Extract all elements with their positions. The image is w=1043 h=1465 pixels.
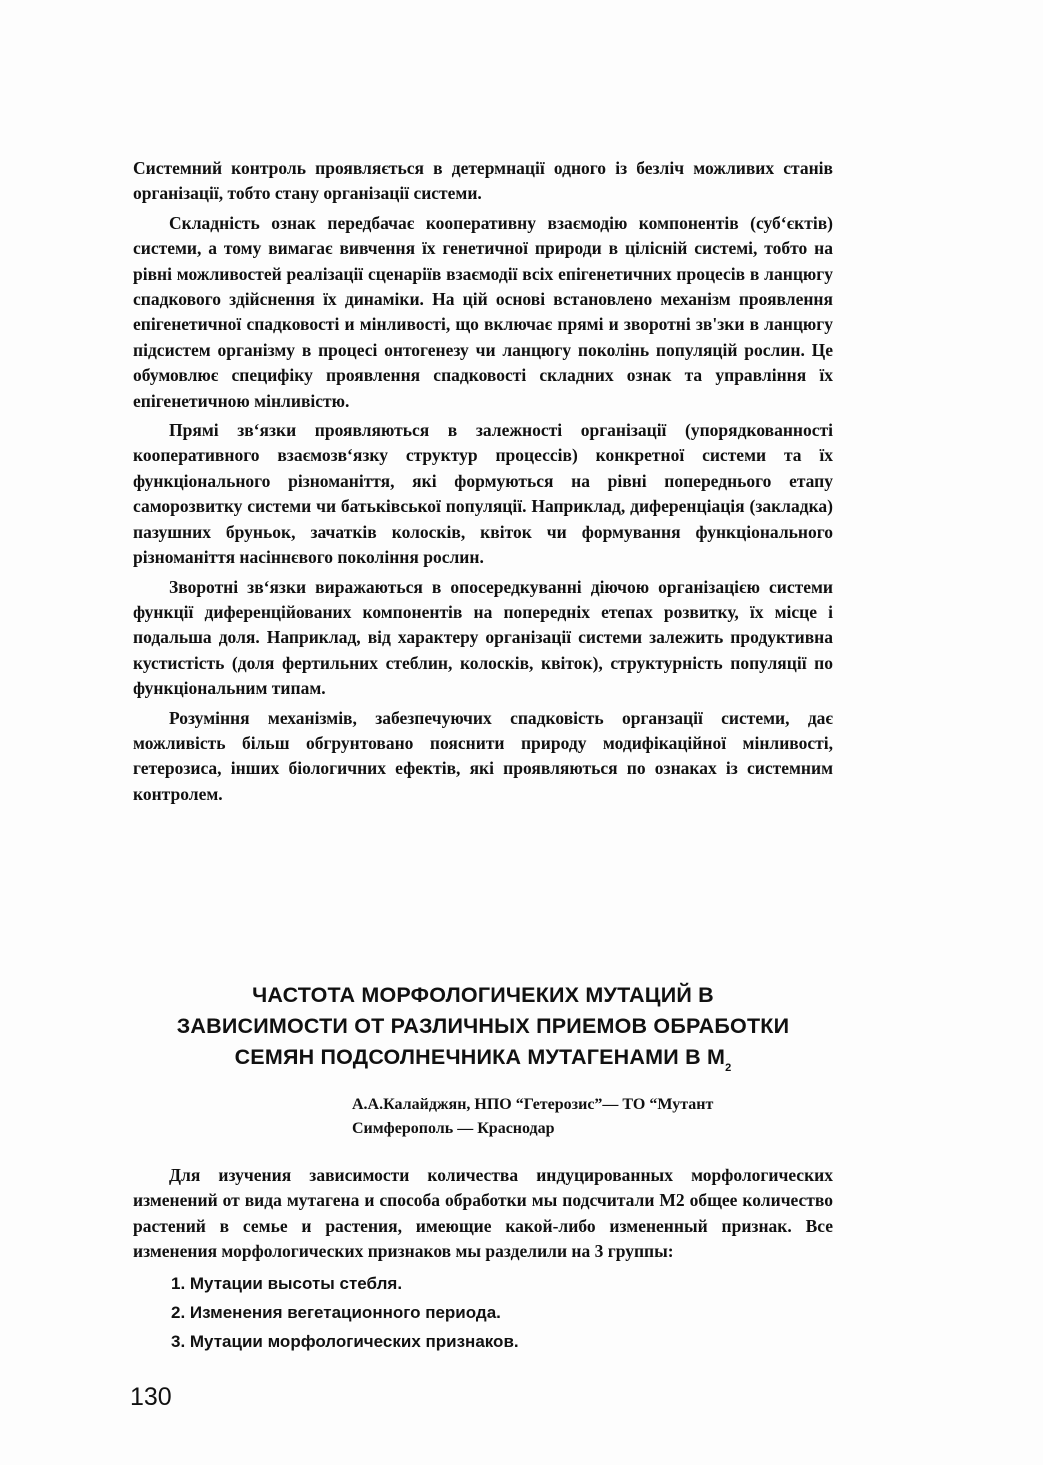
list-item: 2. Изменения вегетационного периода. [171, 1302, 501, 1322]
paragraph: Складність ознак передбачає кооперативну взаємодію компонентів (суб‘єктів) системи, а тому вимагає вивчення їх генетичної природи в цілісній системі, тобто на рівні можливостей реалізації сценаріїв взаємодії всіх епігенетичних процесів в ланцюгу спадкового здійснення їх динаміки. На цій основі встановлено механізм проявлення епігенетичної спадковості и мінливості, що включає прямі и зворотні зв'зки в ланцюгу підсистем організму в процесі онтогенезу чи ланцюгу поколінь популяцій рослин. Це обумовлює специфіку проявлення спадковості складних ознак та управління їх епігенетичною мінливістю. [133, 212, 833, 411]
title-subscript: 2 [725, 1062, 732, 1074]
article-body [133, 1163, 833, 1356]
page-number: 130 [130, 1383, 172, 1411]
intro-paragraph: Для изучения зависимости количества индуцированных морфологических изменений от вида мутагена и способа обработки мы подсчитали М2 общее количество растений в семье и растения, имеющие какой-либо измененный признак. Все изменения морфологических признаков мы разделили на 3 группы: [133, 1165, 833, 1262]
authors-affiliation: А.А.Калайджян, НПО “Гетерозис”— ТО “Мутант [352, 1096, 714, 1113]
title-line: ЧАСТОТА МОРФОЛОГИЧЕКИХ МУТАЦИЙ В [252, 983, 714, 1007]
title-line-with-subscript [133, 1042, 833, 1077]
list-item: 3. Мутации морфологических признаков. [171, 1331, 519, 1351]
title-line: СЕМЯН ПОДСОЛНЕЧНИКА МУТАГЕНАМИ В М [234, 1045, 726, 1069]
paragraph: Прямі зв‘язки проявляються в залежності організації (упорядкованності кооперативного взаємозв‘язку структур процессів) конкретної системи та їх функціонального різноманіття, які формуються на рівні попереднього етапу саморозвитку системи чи батьківської популяції. Наприклад, диференціація (закладка) пазушних бруньок, зачатків колосків, квіток чи формування функціонального різноманіття насіннєвого покоління рослин. [133, 420, 833, 568]
article-authors [352, 1093, 832, 1141]
title-line: ЗАВИСИМОСТИ ОТ РАЗЛИЧНЫХ ПРИЕМОВ ОБРАБОТКИ [176, 1014, 790, 1038]
paragraph: Зворотні зв‘язки виражаються в опосередкуванні діючою організацією системи функції диференційованих компонентів на попередніх етепах розвитку, їх місце і подальша доля. Наприклад, від характеру організації системи залежить продуктивна кустистість (доля фертильних стеблин, колосків, квіток), структурність популяції по функціональним типам. [133, 576, 833, 699]
paragraph: Розуміння механізмів, забезпечуючих спадковість органзації системи, дає можливість більш обгрунтовано пояснити природу модифікаційної мінливості, гетерозиса, інших біологичних ефектів, які проявляються по ознаках із системним контролем. [133, 707, 833, 804]
group-list [133, 1269, 833, 1356]
authors-location: Симферополь — Краснодар [352, 1120, 555, 1137]
list-item: 1. Мутации высоты стебля. [171, 1273, 403, 1293]
ukrainian-text-block [133, 156, 833, 811]
article-title [133, 980, 833, 1077]
paragraph: Системний контроль проявляється в детермнації одного із безліч можливих станів організації, тобто стану організації системи. [133, 158, 833, 204]
